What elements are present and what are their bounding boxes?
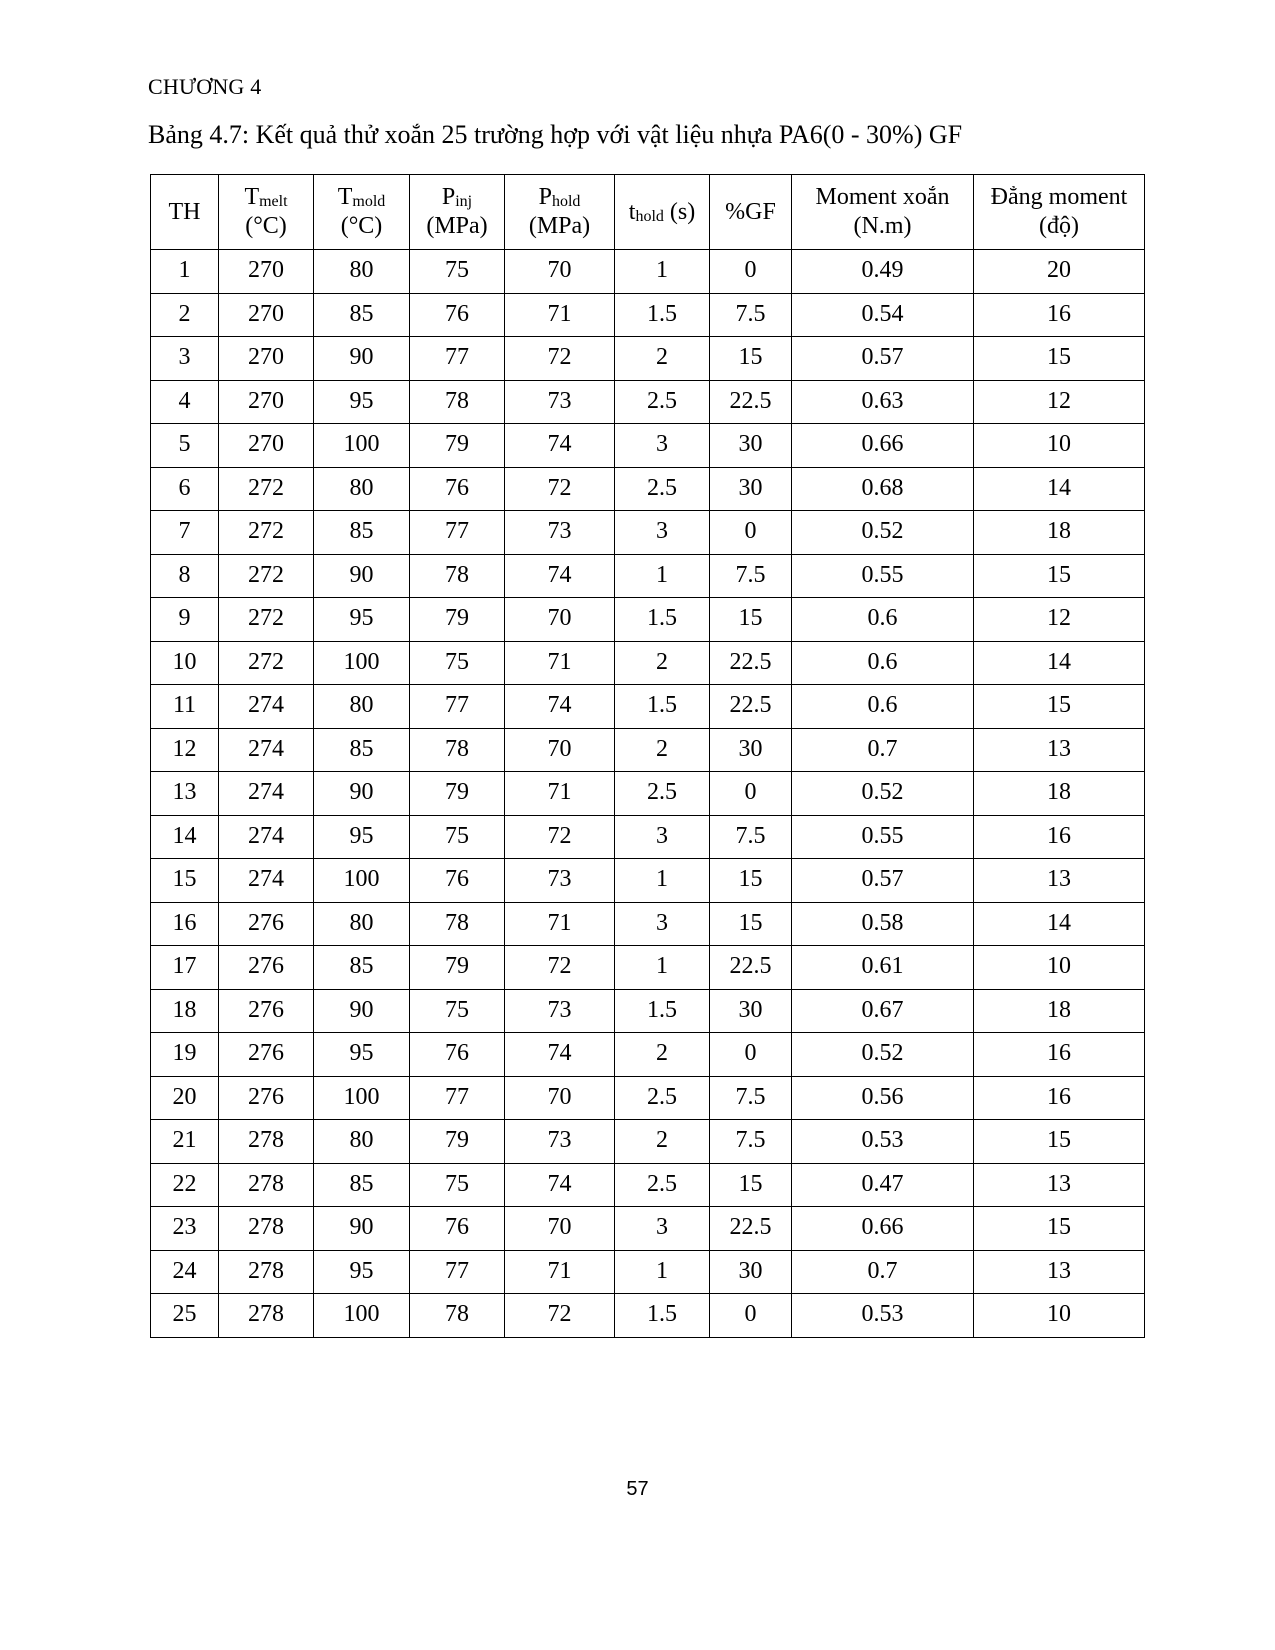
table-cell: 0.52 — [792, 772, 974, 816]
table-cell: 274 — [219, 772, 314, 816]
table-cell: 14 — [151, 815, 219, 859]
table-cell: 0.53 — [792, 1294, 974, 1338]
table-cell: 15 — [710, 902, 792, 946]
table-cell: 2 — [615, 641, 710, 685]
table-cell: 70 — [505, 250, 615, 294]
table-cell: 100 — [314, 1294, 410, 1338]
table-cell: 100 — [314, 641, 410, 685]
table-cell: 19 — [151, 1033, 219, 1077]
table-cell: 77 — [410, 511, 505, 555]
table-cell: 2 — [615, 1033, 710, 1077]
table-cell: 0.55 — [792, 554, 974, 598]
table-cell: 18 — [151, 989, 219, 1033]
torsion-results-table — [150, 174, 1145, 1338]
table-cell: 0.54 — [792, 293, 974, 337]
table-cell: 15 — [974, 554, 1145, 598]
table-cell: 1 — [615, 859, 710, 903]
table-cell: 14 — [974, 467, 1145, 511]
table-row — [151, 1250, 1145, 1294]
table-cell: 10 — [974, 946, 1145, 990]
header-p-hold: $P_{hold}$ (MPa) — [505, 175, 615, 250]
table-row — [151, 1120, 1145, 1164]
table-cell: 1.5 — [615, 989, 710, 1033]
table-cell: 0.63 — [792, 380, 974, 424]
table-cell: 76 — [410, 467, 505, 511]
table-cell: 278 — [219, 1250, 314, 1294]
table-cell: 18 — [974, 989, 1145, 1033]
table-row — [151, 641, 1145, 685]
table-cell: 3 — [615, 902, 710, 946]
table-cell: 1.5 — [615, 293, 710, 337]
table-cell: 274 — [219, 859, 314, 903]
table-cell: 71 — [505, 902, 615, 946]
table-cell: 7.5 — [710, 1120, 792, 1164]
table-cell: 276 — [219, 946, 314, 990]
table-cell: 15 — [710, 337, 792, 381]
table-cell: 30 — [710, 424, 792, 468]
table-cell: 77 — [410, 685, 505, 729]
table-cell: 79 — [410, 598, 505, 642]
table-row — [151, 946, 1145, 990]
table-header-row — [151, 175, 1145, 250]
table-cell: 2.5 — [615, 772, 710, 816]
table-cell: 12 — [151, 728, 219, 772]
chapter-heading: CHƯƠNG 4 — [148, 74, 262, 99]
table-cell: 85 — [314, 1163, 410, 1207]
table-cell: 15 — [710, 1163, 792, 1207]
header-t-melt: $T_{melt}$ (°C) — [219, 175, 314, 250]
table-cell: 270 — [219, 293, 314, 337]
table-cell: 95 — [314, 1250, 410, 1294]
table-cell: 75 — [410, 641, 505, 685]
table-cell: 2 — [151, 293, 219, 337]
table-cell: 5 — [151, 424, 219, 468]
table-row — [151, 1033, 1145, 1077]
table-cell: 15 — [974, 1207, 1145, 1251]
table-cell: 0.57 — [792, 859, 974, 903]
table-cell: 95 — [314, 1033, 410, 1077]
table-cell: 74 — [505, 1033, 615, 1077]
table-cell: 278 — [219, 1207, 314, 1251]
table-cell: 1.5 — [615, 1294, 710, 1338]
table-cell: 13 — [151, 772, 219, 816]
table-cell: 1 — [615, 554, 710, 598]
table-row — [151, 511, 1145, 555]
table-cell: 72 — [505, 815, 615, 859]
table-cell: 80 — [314, 1120, 410, 1164]
table-cell: 272 — [219, 467, 314, 511]
table-caption: Bảng 4.7: Kết quả thử xoắn 25 trường hợp với vật liệu nhựa PA6(0 - 30%) GF — [148, 120, 963, 149]
table-cell: 85 — [314, 293, 410, 337]
header-th: TH — [151, 175, 219, 250]
table-cell: 9 — [151, 598, 219, 642]
table-cell: 3 — [615, 1207, 710, 1251]
table-cell: 274 — [219, 728, 314, 772]
table-cell: 276 — [219, 902, 314, 946]
table-cell: 276 — [219, 1033, 314, 1077]
table-cell: 73 — [505, 511, 615, 555]
table-cell: 72 — [505, 337, 615, 381]
table-cell: 76 — [410, 1207, 505, 1251]
table-cell: 12 — [974, 380, 1145, 424]
table-cell: 75 — [410, 250, 505, 294]
table-cell: 2.5 — [615, 380, 710, 424]
table-row — [151, 772, 1145, 816]
table-cell: 70 — [505, 598, 615, 642]
table-cell: 22 — [151, 1163, 219, 1207]
table-row — [151, 1294, 1145, 1338]
table-cell: 30 — [710, 1250, 792, 1294]
table-cell: 78 — [410, 902, 505, 946]
table-cell: 77 — [410, 337, 505, 381]
table-cell: 74 — [505, 1163, 615, 1207]
table-cell: 15 — [710, 598, 792, 642]
table-row — [151, 337, 1145, 381]
table-cell: 2 — [615, 728, 710, 772]
table-cell: 10 — [974, 424, 1145, 468]
table-cell: 1.5 — [615, 685, 710, 729]
table-cell: 20 — [974, 250, 1145, 294]
table-cell: 18 — [974, 772, 1145, 816]
table-cell: 78 — [410, 380, 505, 424]
table-cell: 270 — [219, 424, 314, 468]
table-cell: 2 — [615, 337, 710, 381]
table-cell: 22.5 — [710, 380, 792, 424]
table-row — [151, 293, 1145, 337]
table-cell: 6 — [151, 467, 219, 511]
table-cell: 0.66 — [792, 1207, 974, 1251]
table-cell: 0.53 — [792, 1120, 974, 1164]
table-cell: 0.61 — [792, 946, 974, 990]
header-angle: Đẳng moment (độ) — [974, 175, 1145, 250]
table-cell: 7.5 — [710, 815, 792, 859]
table-cell: 0.67 — [792, 989, 974, 1033]
table-cell: 274 — [219, 685, 314, 729]
table-cell: 276 — [219, 1076, 314, 1120]
table-cell: 0.56 — [792, 1076, 974, 1120]
page-number: 57 — [626, 1478, 649, 1500]
table-cell: 2 — [615, 1120, 710, 1164]
table-cell: 0.52 — [792, 511, 974, 555]
table-cell: 20 — [151, 1076, 219, 1120]
table-cell: 272 — [219, 598, 314, 642]
table-cell: 4 — [151, 380, 219, 424]
table-cell: 74 — [505, 554, 615, 598]
table-cell: 16 — [974, 815, 1145, 859]
table-cell: 90 — [314, 554, 410, 598]
table-cell: 85 — [314, 511, 410, 555]
table-cell: 278 — [219, 1294, 314, 1338]
table-cell: 79 — [410, 1120, 505, 1164]
table-cell: 73 — [505, 989, 615, 1033]
table-row — [151, 1076, 1145, 1120]
table-cell: 15 — [710, 859, 792, 903]
table-cell: 13 — [974, 1250, 1145, 1294]
table-cell: 0 — [710, 772, 792, 816]
table-row — [151, 467, 1145, 511]
table-cell: 270 — [219, 380, 314, 424]
table-cell: 95 — [314, 815, 410, 859]
table-cell: 74 — [505, 685, 615, 729]
table-cell: 80 — [314, 902, 410, 946]
table-cell: 0.55 — [792, 815, 974, 859]
table-body — [151, 250, 1145, 1338]
table-cell: 72 — [505, 467, 615, 511]
table-cell: 22.5 — [710, 1207, 792, 1251]
table-row — [151, 902, 1145, 946]
table-cell: 100 — [314, 859, 410, 903]
table-cell: 13 — [974, 859, 1145, 903]
table-cell: 270 — [219, 250, 314, 294]
table-row — [151, 554, 1145, 598]
table-cell: 7.5 — [710, 1076, 792, 1120]
table-cell: 24 — [151, 1250, 219, 1294]
table-cell: 16 — [974, 293, 1145, 337]
table-cell: 23 — [151, 1207, 219, 1251]
table-cell: 1 — [615, 250, 710, 294]
table-cell: 30 — [710, 989, 792, 1033]
header-gf: %GF — [710, 175, 792, 250]
table-cell: 85 — [314, 728, 410, 772]
table-cell: 70 — [505, 1076, 615, 1120]
table-cell: 79 — [410, 772, 505, 816]
table-cell: 0.6 — [792, 641, 974, 685]
table-cell: 22.5 — [710, 685, 792, 729]
table-cell: 90 — [314, 337, 410, 381]
table-cell: 22.5 — [710, 946, 792, 990]
table-cell: 78 — [410, 554, 505, 598]
table-cell: 1 — [151, 250, 219, 294]
table-cell: 0.47 — [792, 1163, 974, 1207]
table-cell: 7.5 — [710, 293, 792, 337]
header-p-inj: $P_{inj}$ (MPa) — [410, 175, 505, 250]
table-cell: 274 — [219, 815, 314, 859]
table-cell: 0.57 — [792, 337, 974, 381]
table-cell: 21 — [151, 1120, 219, 1164]
header-t-mold: $T_{mold}$ (°C) — [314, 175, 410, 250]
table-cell: 100 — [314, 1076, 410, 1120]
table-cell: 15 — [974, 685, 1145, 729]
table-cell: 15 — [974, 337, 1145, 381]
table-cell: 0.58 — [792, 902, 974, 946]
table-cell: 8 — [151, 554, 219, 598]
table-cell: 71 — [505, 1250, 615, 1294]
table-cell: 71 — [505, 293, 615, 337]
table-cell: 76 — [410, 859, 505, 903]
table-cell: 2.5 — [615, 1076, 710, 1120]
table-cell: 1.5 — [615, 598, 710, 642]
table-cell: 7 — [151, 511, 219, 555]
table-row — [151, 250, 1145, 294]
table-cell: 0.49 — [792, 250, 974, 294]
table-cell: 78 — [410, 1294, 505, 1338]
table-cell: 0.52 — [792, 1033, 974, 1077]
table-cell: 278 — [219, 1163, 314, 1207]
table-cell: 0 — [710, 1294, 792, 1338]
header-t-hold: $t_{hold}$ (s) — [615, 175, 710, 250]
table-row — [151, 1207, 1145, 1251]
table-cell: 72 — [505, 1294, 615, 1338]
table-cell: 14 — [974, 641, 1145, 685]
table-cell: 1 — [615, 1250, 710, 1294]
table-cell: 1 — [615, 946, 710, 990]
table-cell: 77 — [410, 1076, 505, 1120]
table-cell: 74 — [505, 424, 615, 468]
table-cell: 272 — [219, 511, 314, 555]
table-row — [151, 989, 1145, 1033]
table-cell: 0.6 — [792, 685, 974, 729]
table-cell: 0 — [710, 511, 792, 555]
table-cell: 7.5 — [710, 554, 792, 598]
table-cell: 80 — [314, 250, 410, 294]
table-cell: 0.7 — [792, 728, 974, 772]
table-cell: 30 — [710, 728, 792, 772]
table-cell: 10 — [974, 1294, 1145, 1338]
table-cell: 16 — [974, 1033, 1145, 1077]
table-cell: 30 — [710, 467, 792, 511]
table-cell: 278 — [219, 1120, 314, 1164]
header-moment: Moment xoắn (N.m) — [792, 175, 974, 250]
table-cell: 14 — [974, 902, 1145, 946]
table-cell: 2.5 — [615, 467, 710, 511]
table-cell: 272 — [219, 554, 314, 598]
table-row — [151, 424, 1145, 468]
table-cell: 75 — [410, 815, 505, 859]
table-cell: 70 — [505, 728, 615, 772]
table-cell: 79 — [410, 946, 505, 990]
table-row — [151, 859, 1145, 903]
table-cell: 71 — [505, 641, 615, 685]
table-cell: 90 — [314, 1207, 410, 1251]
table-cell: 95 — [314, 380, 410, 424]
table-cell: 0.6 — [792, 598, 974, 642]
table-cell: 73 — [505, 859, 615, 903]
table-cell: 10 — [151, 641, 219, 685]
table-cell: 70 — [505, 1207, 615, 1251]
table-cell: 0.7 — [792, 1250, 974, 1294]
table-cell: 80 — [314, 685, 410, 729]
table-cell: 75 — [410, 989, 505, 1033]
table-cell: 12 — [974, 598, 1145, 642]
table-cell: 16 — [974, 1076, 1145, 1120]
table-cell: 13 — [974, 1163, 1145, 1207]
table-cell: 90 — [314, 772, 410, 816]
table-cell: 0 — [710, 250, 792, 294]
table-cell: 80 — [314, 467, 410, 511]
table-cell: 95 — [314, 598, 410, 642]
table-cell: 18 — [974, 511, 1145, 555]
table-cell: 72 — [505, 946, 615, 990]
table-row — [151, 685, 1145, 729]
table-row — [151, 728, 1145, 772]
table-cell: 3 — [151, 337, 219, 381]
table-row — [151, 1163, 1145, 1207]
table-cell: 75 — [410, 1163, 505, 1207]
table-cell: 3 — [615, 511, 710, 555]
table-cell: 270 — [219, 337, 314, 381]
table-cell: 76 — [410, 293, 505, 337]
table-cell: 272 — [219, 641, 314, 685]
table-cell: 22.5 — [710, 641, 792, 685]
table-cell: 16 — [151, 902, 219, 946]
table-cell: 15 — [151, 859, 219, 903]
table-row — [151, 815, 1145, 859]
table-cell: 276 — [219, 989, 314, 1033]
table-row — [151, 598, 1145, 642]
table-cell: 0.68 — [792, 467, 974, 511]
table-cell: 73 — [505, 380, 615, 424]
table-cell: 100 — [314, 424, 410, 468]
table-cell: 13 — [974, 728, 1145, 772]
table-cell: 78 — [410, 728, 505, 772]
table-cell: 90 — [314, 989, 410, 1033]
table-cell: 76 — [410, 1033, 505, 1077]
table-cell: 3 — [615, 424, 710, 468]
table-cell: 25 — [151, 1294, 219, 1338]
table-cell: 2.5 — [615, 1163, 710, 1207]
table-cell: 3 — [615, 815, 710, 859]
table-cell: 73 — [505, 1120, 615, 1164]
table-cell: 85 — [314, 946, 410, 990]
table-cell: 0 — [710, 1033, 792, 1077]
table-cell: 71 — [505, 772, 615, 816]
table-cell: 0.66 — [792, 424, 974, 468]
table-cell: 17 — [151, 946, 219, 990]
table-cell: 15 — [974, 1120, 1145, 1164]
table-row — [151, 380, 1145, 424]
table-cell: 77 — [410, 1250, 505, 1294]
table-cell: 11 — [151, 685, 219, 729]
table-cell: 79 — [410, 424, 505, 468]
